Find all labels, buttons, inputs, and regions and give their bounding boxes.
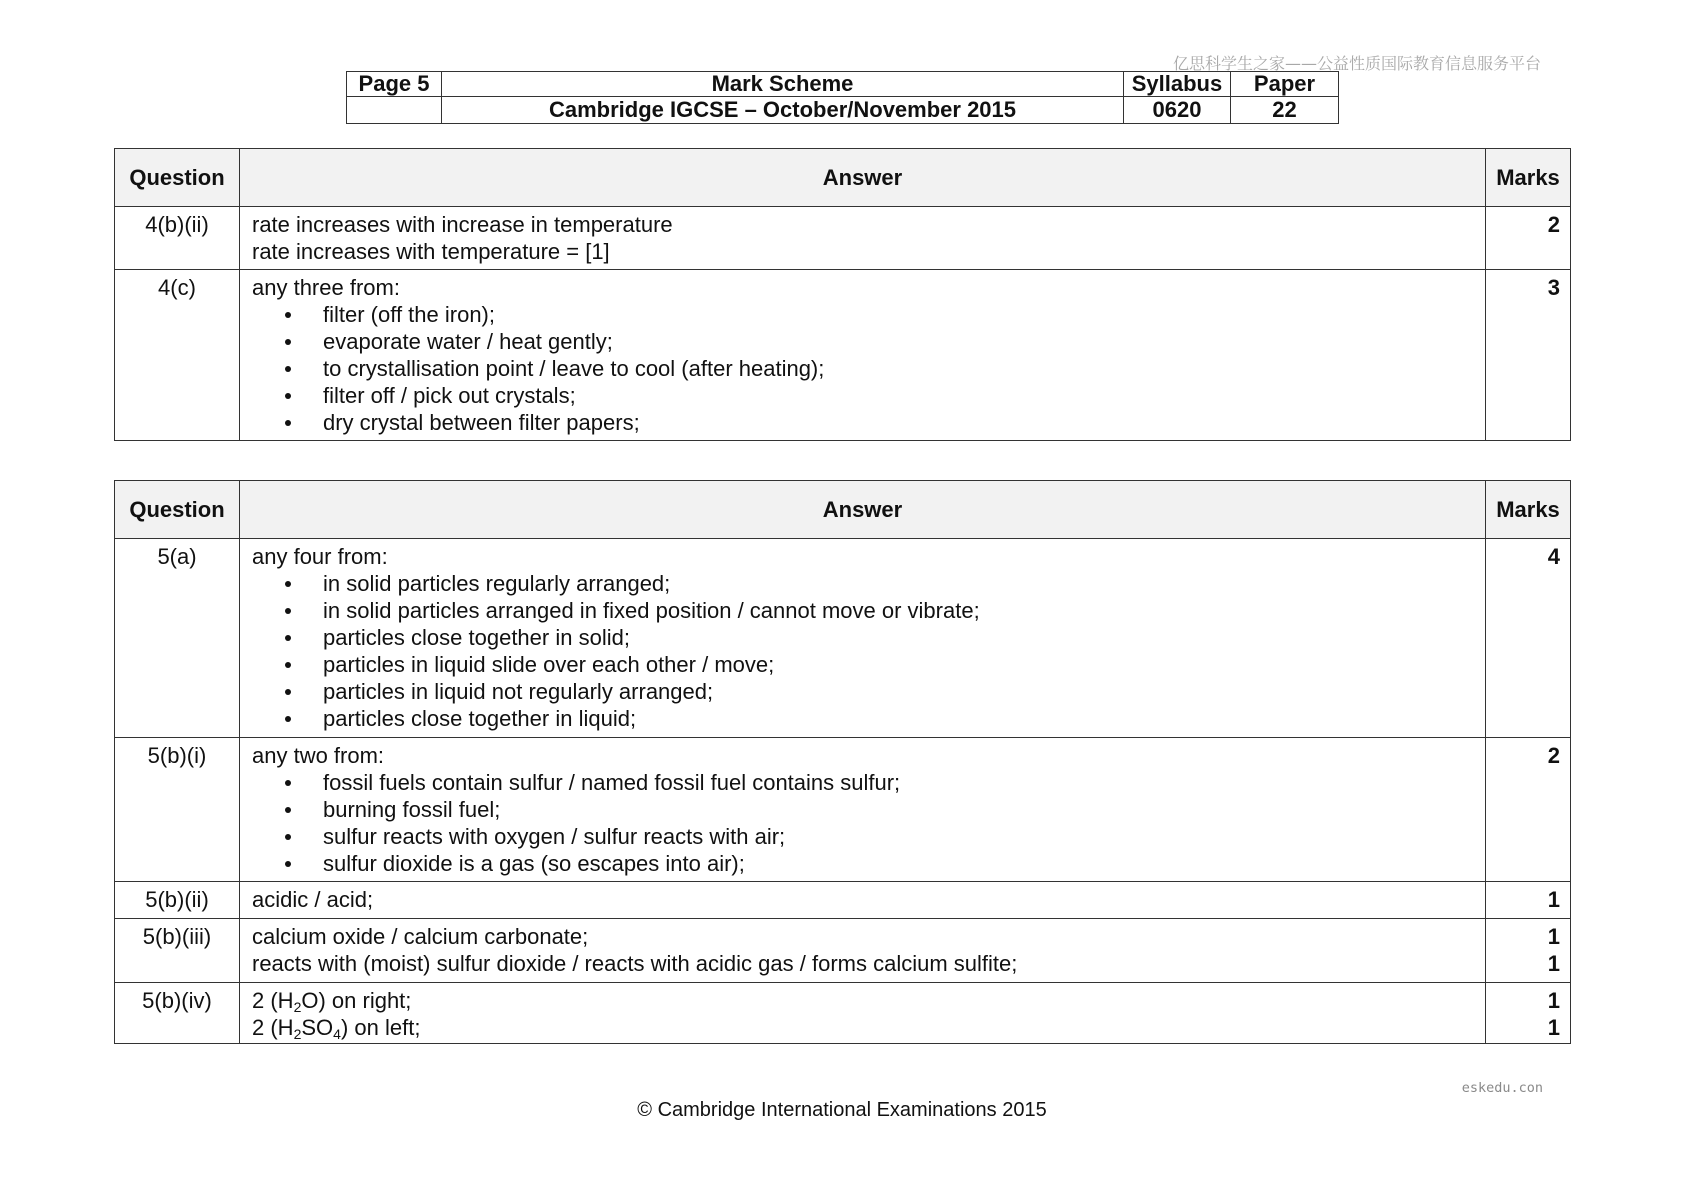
question-number: 5(b)(ii)	[115, 882, 240, 918]
formula-line-sulfuric-acid	[252, 1014, 1473, 1041]
answer-line: calcium oxide / calcium carbonate;	[252, 924, 589, 949]
question-number: 4(c)	[115, 270, 240, 440]
document-title: Mark Scheme	[442, 72, 1124, 97]
answer-bullet: particles close together in solid;	[252, 624, 1473, 651]
watermark-bottom: eskedu.con	[1461, 1080, 1543, 1096]
column-header-marks: Marks	[1496, 496, 1560, 522]
marks-cell	[1486, 207, 1570, 269]
marks-value: 3	[1547, 275, 1560, 300]
table-header-row	[115, 149, 1570, 206]
answer-line: acidic / acid;	[252, 887, 374, 912]
answer-cell	[240, 207, 1486, 269]
marks-cell	[1486, 919, 1570, 982]
exam-session: Cambridge IGCSE – October/November 2015	[442, 97, 1124, 123]
answer-intro: any four from:	[252, 544, 388, 569]
answer-bullet: particles in liquid slide over each other / move;	[252, 651, 1473, 678]
table-row	[115, 538, 1570, 737]
marks-value: 1	[1547, 924, 1560, 949]
answer-bullet: fossil fuels contain sulfur / named fossil fuel contains sulfur;	[252, 769, 1473, 796]
marks-value: 1	[1547, 887, 1560, 912]
marks-cell	[1486, 270, 1570, 440]
question-number: 4(b)(ii)	[115, 207, 240, 269]
formula-text: O) on right;	[301, 988, 412, 1013]
formula-subscript: 2	[293, 999, 302, 1015]
marks-cell	[1486, 983, 1570, 1043]
paper-label: Paper	[1231, 72, 1338, 97]
paper-number: 22	[1272, 97, 1297, 122]
question-number: 5(a)	[115, 539, 240, 737]
formula-line-water	[252, 987, 1473, 1014]
marks-value: 1	[1547, 951, 1560, 976]
table-row	[115, 206, 1570, 269]
column-header-answer: Answer	[240, 149, 1486, 206]
answer-intro: any two from:	[252, 743, 385, 768]
column-header-question: Question	[115, 481, 240, 538]
column-header-marks: Marks	[1496, 164, 1560, 190]
marks-cell	[1486, 882, 1570, 918]
answer-bullet: particles in liquid not regularly arranged;	[252, 678, 1473, 705]
answer-cell	[240, 738, 1486, 881]
marks-value: 1	[1547, 1015, 1560, 1040]
answer-bullet: to crystallisation point / leave to cool (after heating);	[252, 355, 1473, 382]
answer-bullet: filter off / pick out crystals;	[252, 382, 1473, 409]
empty-header-cell	[347, 97, 442, 123]
page-number: Page 5	[347, 72, 442, 97]
copyright-footer: © Cambridge International Examinations 2015	[637, 1099, 1047, 1121]
answer-line: reacts with (moist) sulfur dioxide / reacts with acidic gas / forms calcium sulfite;	[252, 951, 1018, 976]
column-header-answer: Answer	[240, 481, 1486, 538]
answer-bullet: in solid particles arranged in fixed position / cannot move or vibrate;	[252, 597, 1473, 624]
watermark-top: 亿思科学生之家——公益性质国际教育信息服务平台	[1172, 54, 1541, 73]
marks-value: 1	[1547, 988, 1560, 1013]
answer-bullet: particles close together in liquid;	[252, 705, 1473, 732]
formula-text: ) on left;	[340, 1015, 421, 1040]
formula-text: 2 (H	[252, 988, 294, 1013]
table-row	[115, 269, 1570, 440]
answer-cell	[240, 919, 1486, 982]
table-row	[115, 918, 1570, 982]
table-row	[115, 737, 1570, 881]
answer-bullet: evaporate water / heat gently;	[252, 328, 1473, 355]
answer-line: rate increases with increase in temperature	[252, 212, 673, 237]
marks-value: 2	[1547, 212, 1560, 237]
marks-value: 2	[1547, 743, 1560, 768]
answer-bullet: dry crystal between filter papers;	[252, 409, 1473, 436]
answer-intro: any three from:	[252, 275, 400, 300]
table-row	[115, 881, 1570, 918]
syllabus-code: 0620	[1124, 97, 1231, 123]
answer-bullet: sulfur dioxide is a gas (so escapes into air);	[252, 850, 1473, 877]
answer-cell	[240, 270, 1486, 440]
page-header-table	[346, 71, 1339, 124]
marks-cell	[1486, 738, 1570, 881]
syllabus-label: Syllabus	[1124, 72, 1231, 97]
answer-bullet: sulfur reacts with oxygen / sulfur reacts with air;	[252, 823, 1473, 850]
answer-bullet: filter (off the iron);	[252, 301, 1473, 328]
formula-subscript: 2	[293, 1026, 302, 1042]
answer-cell	[240, 539, 1486, 737]
answer-bullet: in solid particles regularly arranged;	[252, 570, 1473, 597]
question-number: 5(b)(iii)	[115, 919, 240, 982]
answer-cell	[240, 882, 1486, 918]
marks-cell	[1486, 539, 1570, 737]
formula-subscript: 4	[333, 1026, 341, 1042]
marks-value: 4	[1547, 544, 1560, 569]
answer-bullet: burning fossil fuel;	[252, 796, 1473, 823]
formula-text: SO	[301, 1015, 334, 1040]
answer-cell	[240, 983, 1486, 1043]
mark-scheme-table-q4	[114, 148, 1571, 441]
formula-text: 2 (H	[252, 1015, 294, 1040]
column-header-question: Question	[115, 149, 240, 206]
question-number: 5(b)(i)	[115, 738, 240, 881]
table-header-row	[115, 481, 1570, 538]
question-number: 5(b)(iv)	[115, 983, 240, 1043]
table-row	[115, 982, 1570, 1043]
mark-scheme-table-q5	[114, 480, 1571, 1044]
answer-line: rate increases with temperature = [1]	[252, 239, 610, 264]
